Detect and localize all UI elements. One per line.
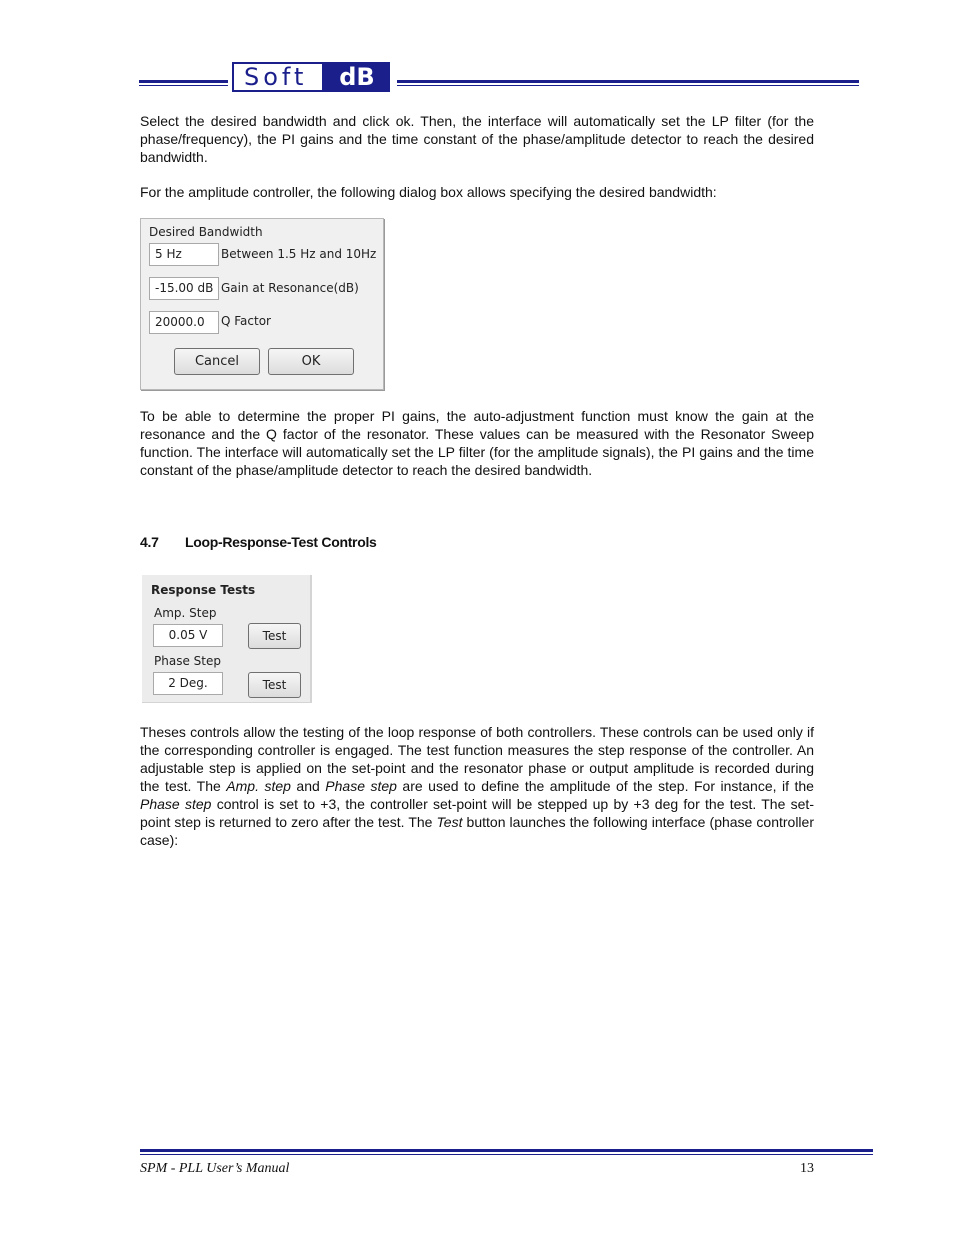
footer-rule <box>140 1149 873 1155</box>
p4-text-e: button launches the following interface (phase controller case): <box>140 814 814 848</box>
section-number: 4.7 <box>140 534 159 550</box>
section-title: Loop-Response-Test Controls <box>185 534 377 550</box>
paragraph-response-tests <box>140 723 814 849</box>
bandwidth-range-label: Between 1.5 Hz and 10Hz <box>221 247 377 261</box>
ok-button[interactable]: OK <box>268 348 354 375</box>
amp-step-label: Amp. Step <box>154 606 217 620</box>
p4-text-c: are used to define the amplitude of the step. For instance, if the <box>396 778 814 794</box>
p4-text-a: Theses controls allow the testing of the loop response of both controllers. These controls can be used only if the corresponding controller is engaged. The test function measures the step response of the controller. An adjustable step is applied on the set-point and the resonator phase or output amplitude is recorded during the test. The <box>140 724 814 794</box>
p4-em-test: Test <box>436 814 463 830</box>
footer-manual-title: SPM - PLL User’s Manual <box>140 1161 290 1176</box>
p4-text-b: and <box>290 778 326 794</box>
footer-page-number: 13 <box>800 1161 814 1176</box>
response-tests-panel <box>142 575 312 703</box>
gain-at-resonance-input[interactable]: -15.00 dB <box>149 277 219 300</box>
p4-em-amp-step: Amp. step <box>226 778 291 794</box>
p4-em-phase-step: Phase step <box>325 778 397 794</box>
q-factor-label: Q Factor <box>221 314 271 328</box>
cancel-button[interactable]: Cancel <box>174 348 260 375</box>
phase-step-label: Phase Step <box>154 654 221 668</box>
header-rule-left <box>139 80 228 86</box>
paragraph-auto-adjustment: To be able to determine the proper PI gains, the auto-adjustment function must know the gain at the resonance and the Q factor of the resonator. These values can be measured with the Resonator Sweep function. The interface will automatically set the LP filter (for the amplitude signals), the PI gains and the time constant of the phase/amplitude detector to reach the desired bandwidth. <box>140 408 814 478</box>
amp-step-input[interactable]: 0.05 V <box>153 624 223 647</box>
paragraph-bandwidth-intro: Select the desired bandwidth and click ok. Then, the interface will automatically set the LP filter (for the phase/frequency), the PI gains and the time constant of the phase/amplitude detector to reach the desired bandwidth. <box>140 113 814 165</box>
softdb-logo <box>232 62 390 92</box>
phase-step-input[interactable]: 2 Deg. <box>153 672 223 695</box>
gain-at-resonance-label: Gain at Resonance(dB) <box>221 281 359 295</box>
section-heading <box>140 534 377 550</box>
p4-text-d: control is set to +3, the controller set-point will be stepped up by +3 deg for the test. The set-point step is returned to zero after the test. The <box>140 796 814 830</box>
desired-bandwidth-dialog <box>140 218 384 390</box>
q-factor-input[interactable]: 20000.0 <box>149 311 219 334</box>
header-rule-right <box>397 80 859 86</box>
response-tests-title: Response Tests <box>151 583 256 597</box>
phase-test-button[interactable]: Test <box>248 672 301 698</box>
paragraph-amplitude-intro: For the amplitude controller, the following dialog box allows specifying the desired bandwidth: <box>140 184 717 200</box>
logo-db-text: dB <box>324 62 390 92</box>
p4-em-phase-step-2: Phase step <box>140 796 212 812</box>
logo-soft-text: Soft <box>232 62 324 92</box>
bandwidth-input[interactable]: 5 Hz <box>149 243 219 266</box>
dialog-title: Desired Bandwidth <box>149 225 263 239</box>
amp-test-button[interactable]: Test <box>248 623 301 649</box>
